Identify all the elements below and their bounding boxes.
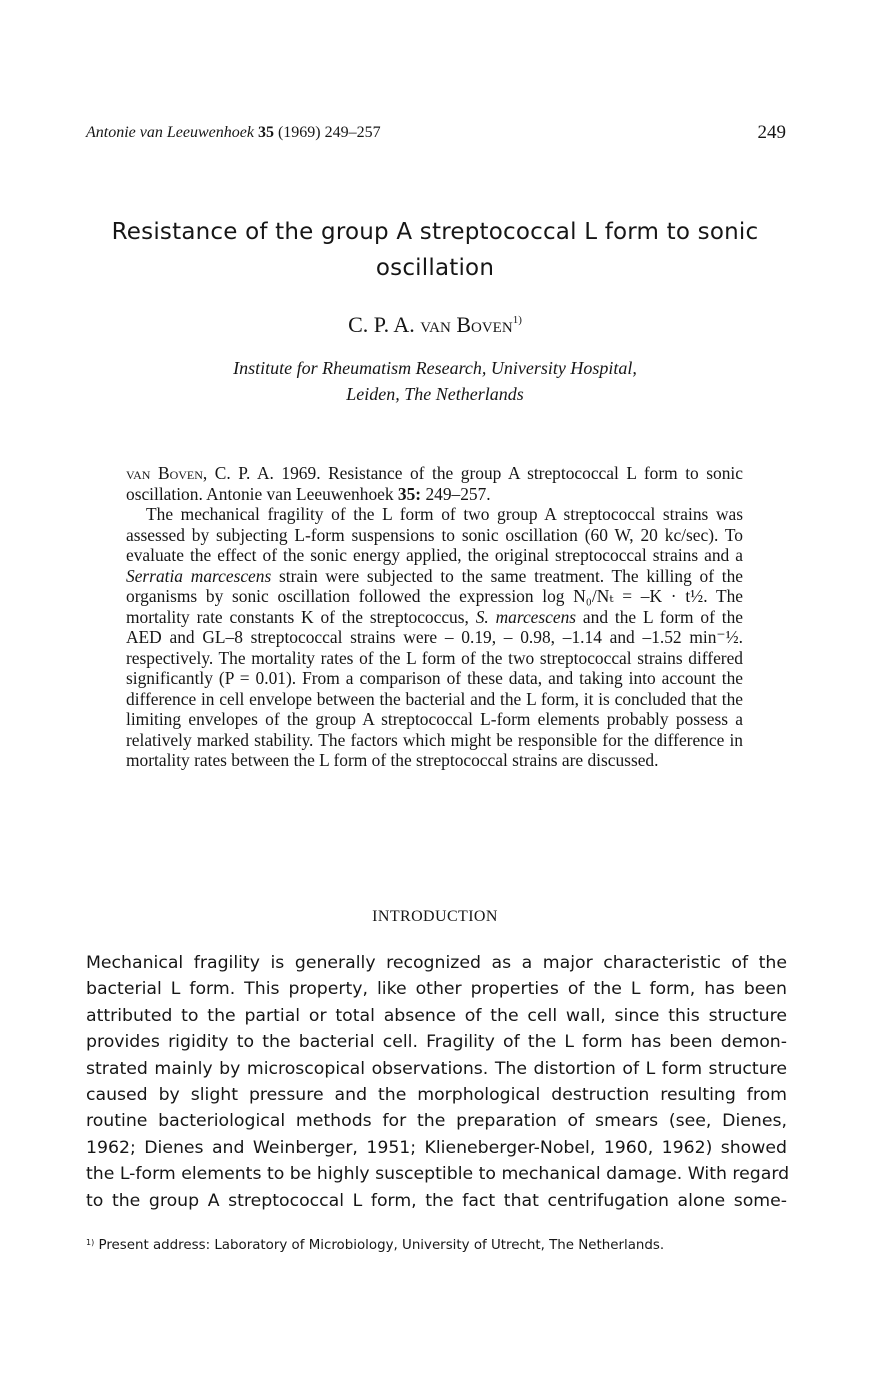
author-surname: van Boven — [420, 312, 513, 337]
intro-line: attributed to the partial or total absence of the cell wall, since this structure — [86, 1005, 787, 1026]
footnote — [86, 1238, 787, 1253]
intro-line: provides rigidity to the bacterial cell. Fragility of the L form has been demon- — [86, 1032, 787, 1053]
footnote-mark: 1) — [86, 1238, 95, 1247]
abstract-citation-pages: 249–257. — [421, 483, 491, 504]
page-number: 249 — [757, 122, 786, 143]
abstract-citation-volume: 35: — [397, 483, 422, 504]
abstract-citation-rest: , C. P. A. 1969. Resistance of the group A streptococcal L form to sonic oscillation. Antonie van Leeuwenhoek — [126, 463, 743, 504]
affiliation-line-1: Institute for Rheumatism Research, University Hospital, — [233, 358, 637, 378]
section-heading-introduction: INTRODUCTION — [372, 908, 498, 925]
author-footnote-mark: 1) — [512, 314, 522, 326]
journal-name: Antonie van Leeuwenhoek — [86, 124, 254, 141]
journal-citation — [86, 124, 381, 142]
intro-line: strated mainly by microscopical observations. The distortion of L form structure — [86, 1058, 787, 1079]
abstract-citation-author: van Boven — [126, 463, 203, 483]
affiliation — [0, 355, 870, 407]
abstract-species-2: S. marcescens — [475, 606, 577, 627]
intro-line: 1962; Dienes and Weinberger, 1951; Klieneberger-Nobel, 1960, 1962) showed — [86, 1137, 787, 1158]
journal-volume: 35 — [257, 124, 274, 141]
abstract-body — [126, 504, 743, 771]
intro-line: caused by slight pressure and the morphological destruction resulting from — [86, 1085, 787, 1106]
author-line — [0, 312, 870, 338]
abstract-citation — [126, 463, 743, 504]
abstract-text-3: and the L form of the AED and GL–8 streptococcal strains were – 0.19, – 0.98, –1.14 and –1.52 min⁻½. respectively. The mortality rates of the L form of the two streptococcal strains differed significantly (P = 0.01). From a comparison of these data, and taking into account the difference in cell envelope between the bacterial and the L form, it is concluded that the limiting envelopes of the group A streptococcal L-form elements probably possess a relatively marked stability. The factors which might be responsible for the difference in mortality rates between the L form of the streptococcal strains are discussed. — [126, 606, 743, 770]
abstract-text-2: strain were subjected to the same treatment. The killing of the organisms by sonic oscillation followed the expression log N₀/Nₜ = –K · t½. The mortality rate constants K of the streptococcus, — [126, 565, 743, 627]
introduction-text — [86, 950, 790, 1214]
intro-line: routine bacteriological methods for the preparation of smears (see, Dienes, — [86, 1111, 787, 1132]
article-title: Resistance of the group A streptococcal L form to sonic oscillation — [111, 219, 759, 281]
running-head — [86, 124, 786, 148]
affiliation-line-2: Leiden, The Netherlands — [346, 384, 524, 404]
footnote-text: Present address: Laboratory of Microbiology, University of Utrecht, The Netherlands. — [94, 1238, 665, 1253]
journal-year-pages: (1969) 249–257 — [273, 124, 381, 141]
abstract-species-1: Serratia marcescens — [126, 565, 272, 586]
author-initials: C. P. A. — [348, 312, 421, 337]
abstract-text-1: The mechanical fragility of the L form of two group A streptococcal strains was assessed by subjecting L-form suspensions to sonic oscillation (60 W, 20 kc/sec). To evaluate the effect of the sonic energy applied, the original streptococcal strains and a — [126, 504, 743, 565]
intro-line: bacterial L form. This property, like other properties of the L form, has been — [86, 979, 787, 1000]
intro-line: to the group A streptococcal L form, the fact that centrifugation alone some- — [86, 1190, 787, 1211]
intro-line: Mechanical fragility is generally recognized as a major characteristic of the — [86, 953, 787, 973]
intro-line: the L-form elements to be highly susceptible to mechanical damage. With regard — [86, 1164, 790, 1185]
abstract — [126, 463, 743, 771]
